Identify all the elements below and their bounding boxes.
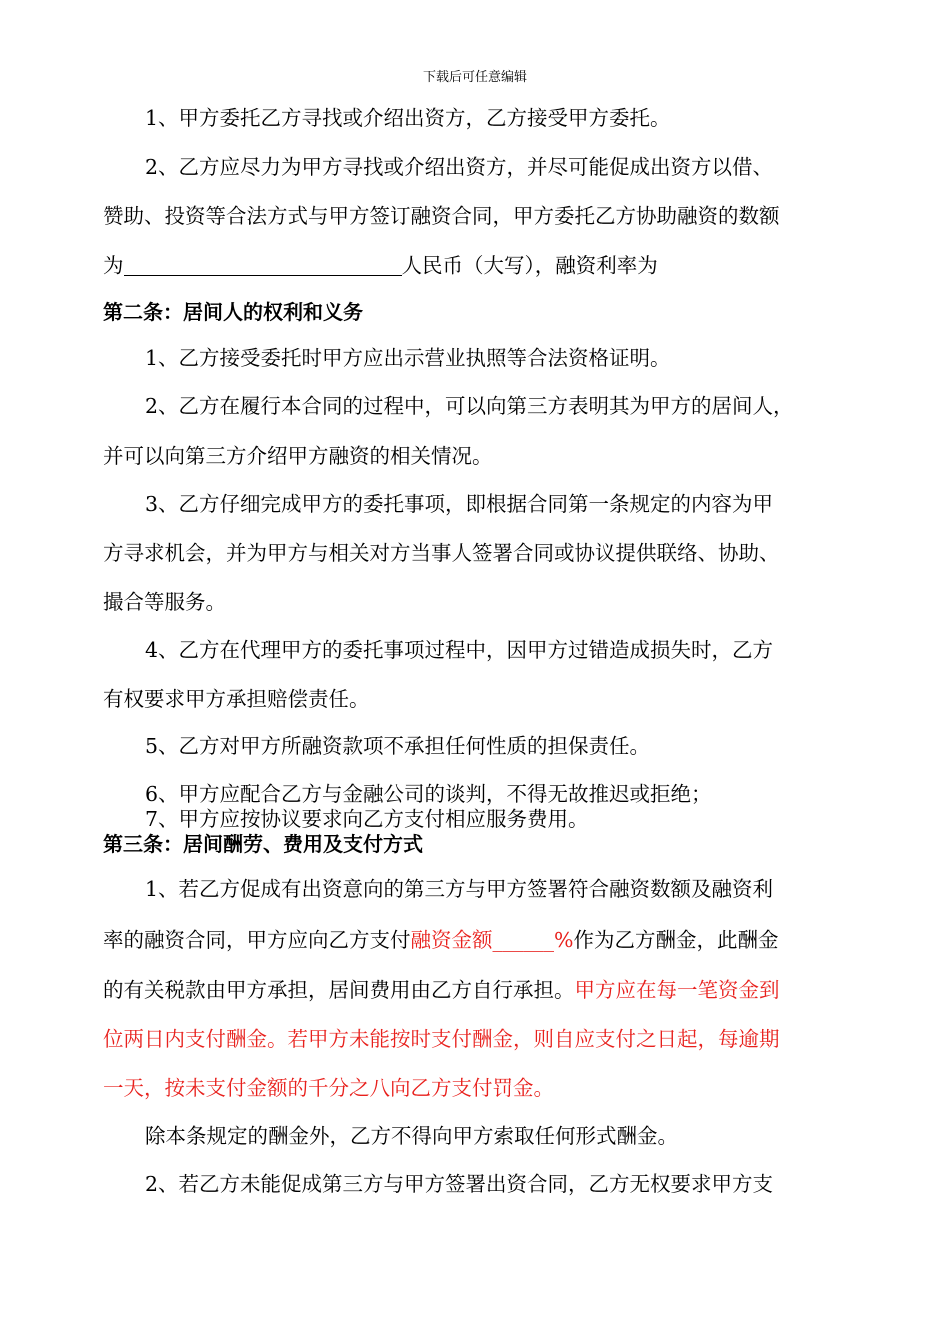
paragraph-line: 2、乙方应尽力为甲方寻找或介绍出资方，并尽可能促成出资方以借、 — [145, 155, 774, 179]
page-header: 下载后可任意编辑 — [422, 70, 527, 85]
fill-in-blank — [124, 255, 402, 276]
highlighted-text: 融资金额______% — [410, 928, 574, 952]
paragraph-line: 7、甲方应按协议要求向乙方支付相应服务费用。 — [145, 807, 589, 831]
text-run: 人民币（大写），融资利率为 — [401, 253, 658, 278]
paragraph-line: 1、若乙方促成有出资意向的第三方与甲方签署符合融资数额及融资利 — [145, 877, 774, 901]
paragraph-line: 方寻求机会，并为甲方与相关对方当事人签署合同或协议提供联络、协助、 — [103, 541, 780, 565]
text-run: 作为乙方酬金，此酬金 — [573, 928, 779, 952]
paragraph-line — [103, 255, 658, 276]
paragraph-line: 除本条规定的酬金外，乙方不得向甲方索取任何形式酬金。 — [145, 1124, 678, 1148]
text-run: 的有关税款由甲方承担，居间费用由乙方自行承担。 — [103, 978, 575, 1002]
paragraph-line: 1、甲方委托乙方寻找或介绍出资方，乙方接受甲方委托。 — [145, 106, 671, 130]
paragraph-line: 2、乙方在履行本合同的过程中，可以向第三方表明其为甲方的居间人， — [145, 394, 794, 418]
paragraph-line: 5、乙方对甲方所融资款项不承担任何性质的担保责任。 — [145, 734, 651, 758]
paragraph-line: 3、乙方仔细完成甲方的委托事项，即根据合同第一条规定的内容为甲 — [145, 492, 774, 516]
highlighted-line: 位两日内支付酬金。若甲方未能按时支付酬金，则自应支付之日起，每逾期 — [103, 1027, 780, 1051]
paragraph-line: 赞助、投资等合法方式与甲方签订融资合同，甲方委托乙方协助融资的数额 — [103, 204, 780, 228]
paragraph-line: 有权要求甲方承担赔偿责任。 — [103, 687, 370, 711]
section-heading: 第二条：居间人的权利和义务 — [103, 300, 363, 324]
paragraph-line: 6、甲方应配合乙方与金融公司的谈判，不得无故推迟或拒绝； — [145, 782, 712, 806]
paragraph-line: 撮合等服务。 — [103, 590, 226, 614]
highlighted-line: 一天，按未支付金额的千分之八向乙方支付罚金。 — [103, 1076, 554, 1100]
paragraph-line — [103, 980, 780, 1001]
highlighted-text: 甲方应在每一笔资金到 — [574, 978, 780, 1002]
section-heading: 第三条：居间酬劳、费用及支付方式 — [103, 832, 423, 856]
paragraph-line: 并可以向第三方介绍甲方融资的相关情况。 — [103, 444, 493, 468]
paragraph-line: 4、乙方在代理甲方的委托事项过程中，因甲方过错造成损失时，乙方 — [145, 638, 774, 662]
text-run: 率的融资合同，甲方应向乙方支付 — [103, 928, 411, 952]
paragraph-line — [103, 930, 778, 951]
paragraph-line: 2、若乙方未能促成第三方与甲方签署出资合同，乙方无权要求甲方支 — [145, 1172, 774, 1196]
text-run: 为 — [103, 253, 124, 278]
paragraph-line: 1、乙方接受委托时甲方应出示营业执照等合法资格证明。 — [145, 346, 671, 370]
